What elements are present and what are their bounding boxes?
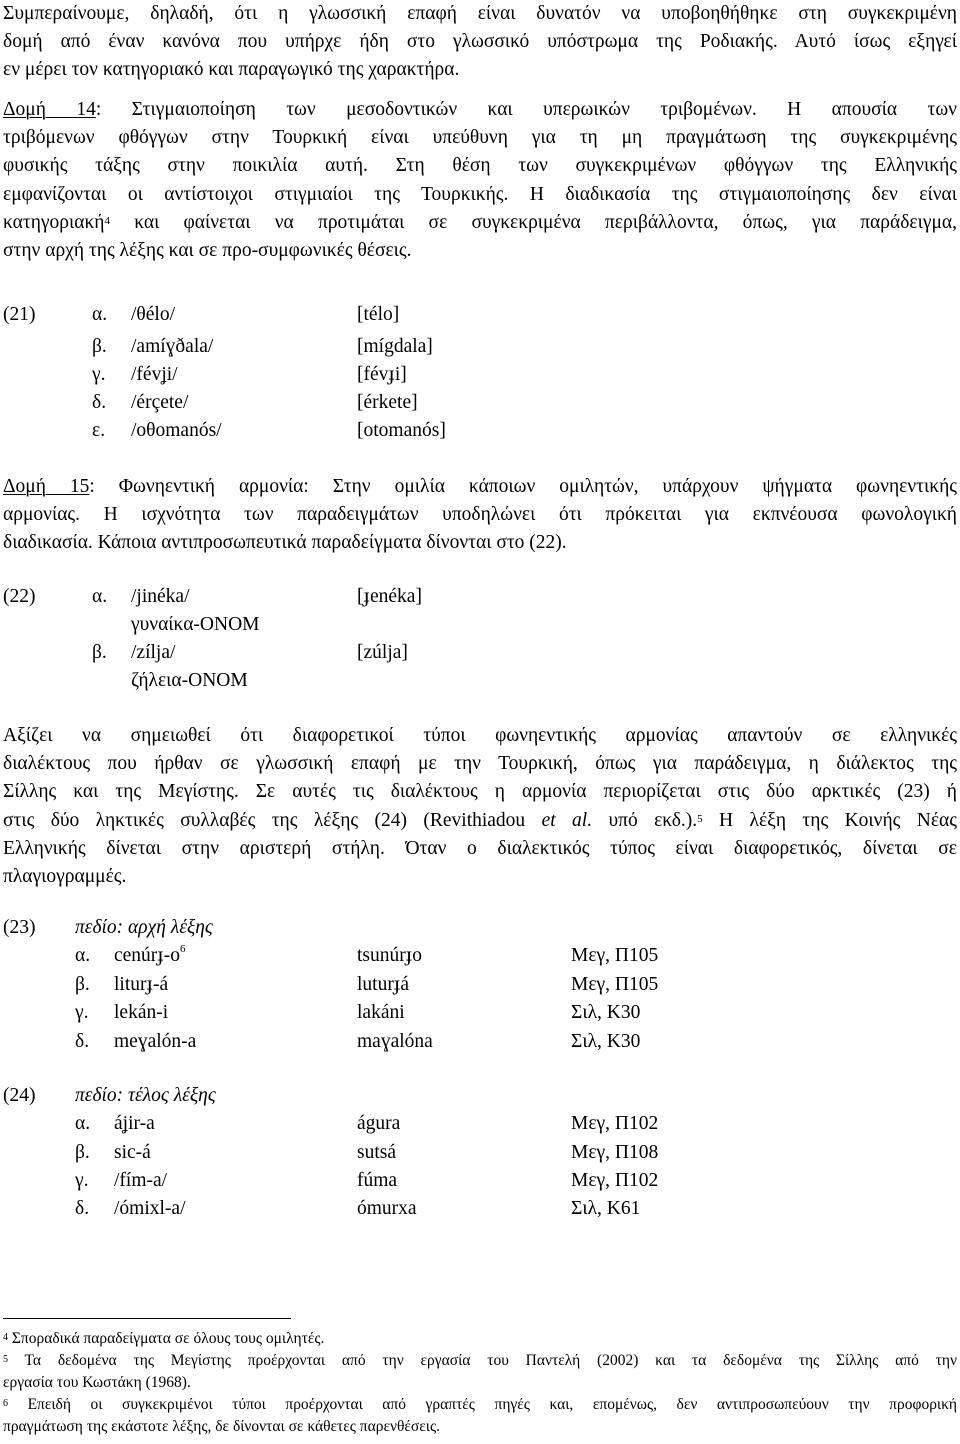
paragraph-conclusion [3, 0, 957, 85]
footnote-ref[interactable]: 5 [697, 812, 703, 825]
text-line [3, 807, 957, 835]
example-letter: ε. [92, 420, 106, 441]
paragraph-harmony-dialects [3, 722, 957, 891]
text-line: εμφανίζονται οι αντίστοιχοι στιγμιαίοι της Τουρκικής. Η διαδικασία της στιγμαιοποίησης δεν είναι [3, 183, 957, 205]
dialect-form: sutsá [357, 1142, 396, 1163]
smg-form: lekán-i [114, 1002, 169, 1023]
smg-form: meɣalón-a [114, 1031, 197, 1052]
text-span: κατηγοριακή [3, 211, 105, 233]
text-line: τριβόμενων φθόγγων στην Τουρκική είναι υπεύθυνη για τη μη πραγμάτωση της συγκεκριμένης [3, 127, 957, 149]
text-span: υπό εκδ.). [592, 809, 698, 831]
example-letter: α. [75, 945, 91, 966]
text-line: Αξίζει να σημειωθεί ότι διαφορετικοί τύποι φωνηεντικής αρμονίας απαντούν σε ελληνικές [3, 725, 957, 746]
smg-form: áʝir-a [114, 1113, 155, 1134]
surface-form: [otomanós] [357, 420, 446, 441]
smg-text: cenúrɟ-o [114, 945, 181, 966]
source-ref: Μεγ, Π105 [571, 945, 659, 966]
text-span: : Φωνηεντική αρμονία: Στην ομιλία κάποιων ομιλητών, υπάρχουν ψήγματα φωνηεντικής [89, 476, 957, 497]
underlying-form: /jinéka/ [131, 586, 190, 607]
text-line: στην αρχή της λέξης και σε προ-συμφωνικές θέσεις. [3, 240, 412, 262]
dialect-form: ómurxa [357, 1198, 417, 1219]
paragraph-structure-15 [3, 473, 957, 558]
source-ref: Μεγ, Π102 [571, 1170, 659, 1191]
text-line: αρμονίας. Η ισχνότητα των παραδειγμάτων υποδηλώνει ότι πρόκειται για εκπνέουσα φωνολογική [3, 504, 957, 526]
footnote-6 [3, 1394, 957, 1416]
example-number: (24) [3, 1085, 36, 1106]
example-letter: γ. [75, 1002, 89, 1023]
gloss: ζήλεια-ONOM [131, 670, 248, 691]
example-letter: β. [92, 642, 107, 663]
example-letter: α. [92, 586, 108, 607]
footnote-text: Επειδή οι συγκεκριμένοι τύποι προέρχονται από γραπτές πηγές και, επομένως, δεν αντιπροσωπεύουν την προφορική [27, 1396, 958, 1413]
footnote-number: 6 [3, 1398, 8, 1409]
dialect-form: maɣalóna [357, 1031, 433, 1052]
example-letter: α. [75, 1113, 91, 1134]
example-letter: δ. [92, 392, 107, 413]
paragraph-structure-14 [3, 96, 957, 265]
surface-form: [érkete] [357, 392, 418, 413]
text-line: διαλέκτους που ήρθαν σε γλωσσική επαφή με την Τουρκική, όπως για παράδειγμα, η διάλεκτος της [3, 753, 957, 775]
footnote-separator [3, 1318, 291, 1319]
text-line [3, 473, 957, 501]
footnote-text: Τα δεδομένα της Μεγίστης προέρχονται από την εργασία του Παντελή (2002) και τα δεδομένα της Σίλλης από την [24, 1352, 957, 1369]
text-line: δομή από έναν κανόνα που υπήρχε ήδη στο γλωσσικό υπόστρωμα της Ροδιακής. Αυτό ίσως εξηγεί [3, 31, 957, 53]
smg-form [114, 945, 186, 967]
example-number: (21) [3, 304, 36, 325]
surface-form: [télo] [357, 304, 400, 325]
text-span: : Στιγμαιοποίηση των μεσοδοντικών και υπερωικών τριβομένων. Η απουσία των [95, 99, 957, 120]
text-span: Η λέξη της Κοινής Νέας [702, 809, 957, 831]
footnote-number: 4 [3, 1332, 8, 1343]
example-number: (22) [3, 586, 36, 607]
underlying-form: /zílja/ [131, 642, 176, 663]
source-ref: Μεγ, Π108 [571, 1142, 659, 1163]
footnote-5-cont: εργασία του Κωστάκη (1968). [3, 1374, 191, 1391]
section-heading: Δομή 15 [3, 476, 90, 497]
footnote-5 [3, 1350, 957, 1372]
text-line: φυσικής τάξης στην ποικιλία αυτή. Στη θέση των συγκεκριμένων φθόγγων της Ελληνικής [3, 155, 957, 177]
text-line: διαδικασία. Κάποια αντιπροσωπευτικά παραδείγματα δίνονται στο (22). [3, 532, 567, 554]
smg-form: sic-á [114, 1142, 151, 1163]
source-ref: Σιλ, Κ30 [571, 1002, 641, 1023]
underlying-form: /érçete/ [131, 392, 189, 413]
example-number: (23) [3, 917, 36, 938]
footnote-4 [3, 1328, 957, 1350]
smg-form: /fím-a/ [114, 1170, 168, 1191]
footnotes [3, 1328, 957, 1438]
dialect-form: tsunúrɟo [357, 945, 422, 966]
source-ref: Μεγ, Π105 [571, 974, 659, 995]
underlying-form: /févʝi/ [131, 364, 178, 385]
text-span: και φαίνεται να προτιμάται σε συγκεκριμένα περιβάλλοντα, όπως, για παράδειγμα, [110, 211, 957, 233]
text-line: Ελληνικής δίνεται στην αριστερή στήλη. Όταν ο διαλεκτικός τύπος είναι διαφορετικός, δίνεται σε [3, 837, 957, 859]
example-letter: β. [92, 336, 107, 357]
text-line [3, 96, 957, 124]
underlying-form: /oθomanós/ [131, 420, 222, 441]
example-letter: α. [92, 304, 108, 325]
footnote-6-cont: πραγμάτωση της εκάστοτε λέξης, δε δίνονται σε κάθετες παρενθέσεις. [3, 1418, 440, 1435]
footnote-text: Σποραδικά παραδείγματα σε όλους τους ομιλητές. [11, 1330, 325, 1347]
example-title: πεδίο: αρχή λέξης [75, 917, 213, 938]
dialect-form: fúma [357, 1170, 398, 1191]
example-letter: γ. [75, 1170, 89, 1191]
example-letter: β. [75, 1142, 90, 1163]
text-line: εν μέρει τον κατηγοριακό και παραγωγικό της χαρακτήρα. [3, 59, 460, 81]
gloss: γυναίκα-ONOM [131, 614, 260, 635]
example-title: πεδίο: τέλος λέξης [75, 1085, 216, 1106]
footnote-number: 5 [3, 1354, 8, 1365]
text-span: στις δύο ληκτικές συλλαβές της λέξης (24) (Revithiadou [3, 809, 542, 831]
text-line: πλαγιογραμμές. [3, 866, 127, 888]
text-line: Συμπεραίνουμε, δηλαδή, ότι η γλωσσική επαφή είναι δυνατόν να υποβοηθήθηκε στη συγκεκριμένη [3, 3, 957, 24]
example-letter: δ. [75, 1031, 90, 1052]
source-ref: Μεγ, Π102 [571, 1113, 659, 1134]
dialect-form: lakáni [357, 1002, 405, 1023]
text-line: Σίλλης και της Μεγίστης. Σε αυτές τις διαλέκτους η αρμονία περιορίζεται στις δύο αρκτικές (23) ή [3, 781, 957, 803]
dialect-form: luturɟá [357, 974, 409, 995]
underlying-form: /amíɣðala/ [131, 336, 214, 357]
footnote-ref[interactable]: 4 [104, 214, 110, 227]
source-ref: Σιλ, Κ30 [571, 1031, 641, 1052]
surface-form: [mígdala] [357, 336, 433, 357]
italic-text: et al. [541, 809, 593, 831]
example-letter: β. [75, 974, 90, 995]
underlying-form: /θélo/ [131, 304, 175, 325]
surface-form: [zúlja] [357, 642, 408, 663]
smg-form: /ómixl-a/ [114, 1198, 186, 1219]
smg-form: liturɟ-á [114, 974, 169, 995]
example-letter: γ. [92, 364, 106, 385]
source-ref: Σιλ, Κ61 [571, 1198, 641, 1219]
surface-form: [févɟi] [357, 364, 407, 385]
dialect-form: águra [357, 1113, 401, 1134]
example-letter: δ. [75, 1198, 90, 1219]
section-heading: Δομή 14 [3, 99, 96, 120]
surface-form: [ɟenéka] [357, 586, 422, 607]
text-line [3, 209, 957, 237]
footnote-ref[interactable]: 6 [180, 943, 186, 955]
